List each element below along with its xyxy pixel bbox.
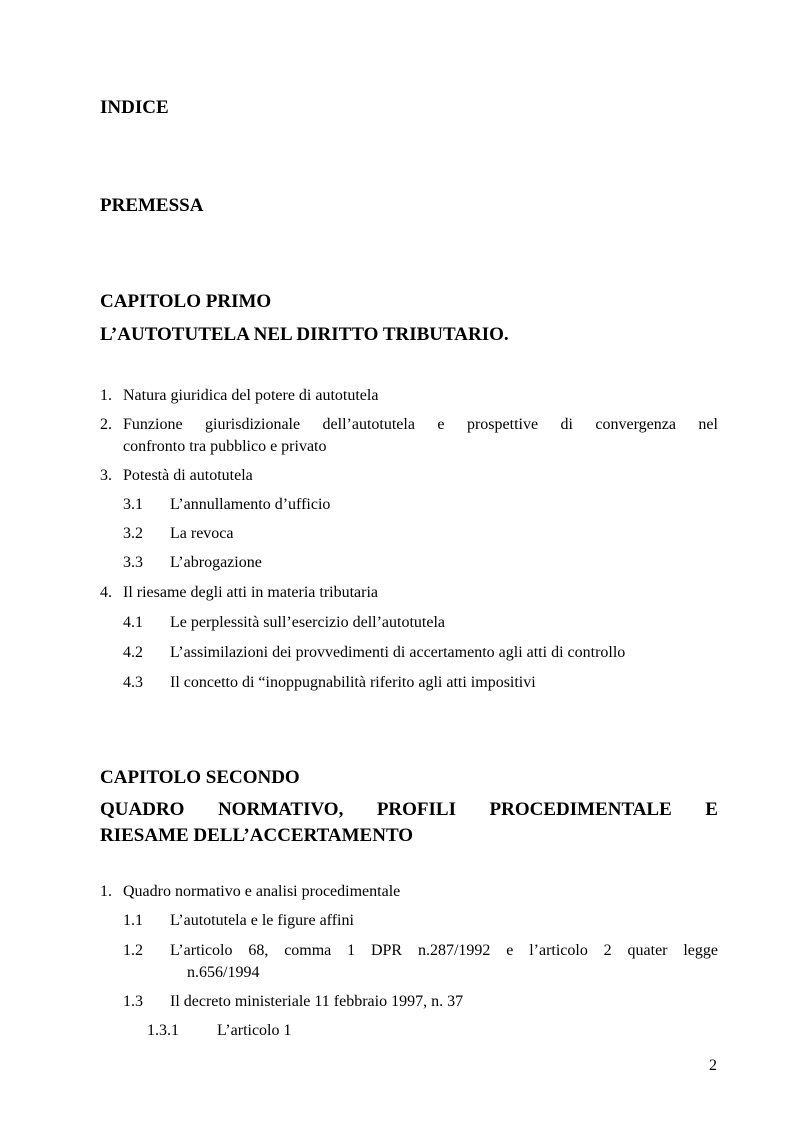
word: L’articolo (170, 942, 233, 959)
entry-number: 3.2 (123, 525, 143, 542)
entry-text: L’assimilazioni dei provvedimenti di accertamento agli atti di controllo (170, 644, 626, 661)
word: nel (698, 416, 718, 433)
entry-text: Quadro normativo e analisi procedimentale (123, 883, 401, 900)
entry-text: Il concetto di “inoppugnabilità riferito agli atti impositivi (170, 674, 536, 691)
word: l’articolo (529, 942, 588, 959)
entry-number: 3.3 (123, 554, 143, 571)
entry-number: 4. (100, 584, 112, 601)
entry-text: La revoca (170, 525, 234, 542)
premise-title: PREMESSA (100, 195, 204, 216)
word: convergenza (595, 416, 676, 433)
entry-number: 1.2 (123, 942, 143, 959)
entry-text: Il riesame degli atti in materia tributaria (123, 584, 379, 601)
word: di (560, 416, 573, 433)
word: QUADRO (100, 799, 185, 820)
word: 2 (603, 942, 612, 959)
word: giurisdizionale (205, 416, 301, 433)
chapter1-label: CAPITOLO PRIMO (100, 291, 272, 312)
entry-number: 1. (100, 387, 112, 404)
entry-text-line2: n.656/1994 (187, 964, 260, 981)
entry-number: 3. (100, 467, 112, 484)
entry-number: 1.3 (123, 993, 143, 1010)
word: 68, (248, 942, 269, 959)
entry-number: 3.1 (123, 496, 143, 513)
word: n.287/1992 (417, 942, 491, 959)
entry-text: Le perplessità sull’esercizio dell’autotutela (170, 614, 445, 631)
entry-text: L’annullamento d’ufficio (170, 496, 331, 513)
entry-number: 4.3 (123, 674, 143, 691)
word: dell’autotutela (322, 416, 415, 433)
word: PROCEDIMENTALE (489, 799, 672, 820)
entry-text: Natura giuridica del potere di autotutela (123, 387, 379, 404)
word: prospettive (466, 416, 539, 433)
word: Funzione (123, 416, 183, 433)
entry-text: L’abrogazione (170, 554, 262, 571)
entry-number: 1.3.1 (147, 1022, 179, 1039)
word: e (506, 942, 514, 959)
entry-number: 1. (100, 883, 112, 900)
word: PROFILI (376, 799, 457, 820)
word: quater (627, 942, 668, 959)
word: DPR (370, 942, 403, 959)
entry-text: Potestà di autotutela (123, 467, 253, 484)
chapter1-title: L’AUTOTUTELA NEL DIRITTO TRIBUTARIO. (100, 324, 509, 345)
entry-text-line1 (123, 416, 718, 434)
index-title: INDICE (100, 97, 169, 118)
entry-number: 4.1 (123, 614, 143, 631)
entry-text: L’autotutela e le figure affini (170, 912, 354, 929)
chapter2-title-line2: RIESAME DELL’ACCERTAMENTO (100, 825, 414, 846)
word: E (705, 799, 718, 820)
word: e (437, 416, 445, 433)
word: legge (683, 942, 718, 959)
chapter2-title-line1 (100, 799, 718, 821)
word: comma (284, 942, 332, 959)
word: NORMATIVO, (217, 799, 344, 820)
entry-number: 4.2 (123, 644, 143, 661)
page-number: 2 (709, 1057, 717, 1074)
entry-text-line2: confronto tra pubblico e privato (123, 438, 327, 455)
chapter2-label: CAPITOLO SECONDO (100, 767, 300, 788)
entry-number: 1.1 (123, 912, 143, 929)
entry-number: 2. (100, 416, 112, 433)
entry-text: Il decreto ministeriale 11 febbraio 1997, n. 37 (170, 993, 464, 1010)
entry-text-line1 (170, 942, 718, 960)
word: 1 (347, 942, 356, 959)
entry-text: L’articolo 1 (217, 1022, 292, 1039)
